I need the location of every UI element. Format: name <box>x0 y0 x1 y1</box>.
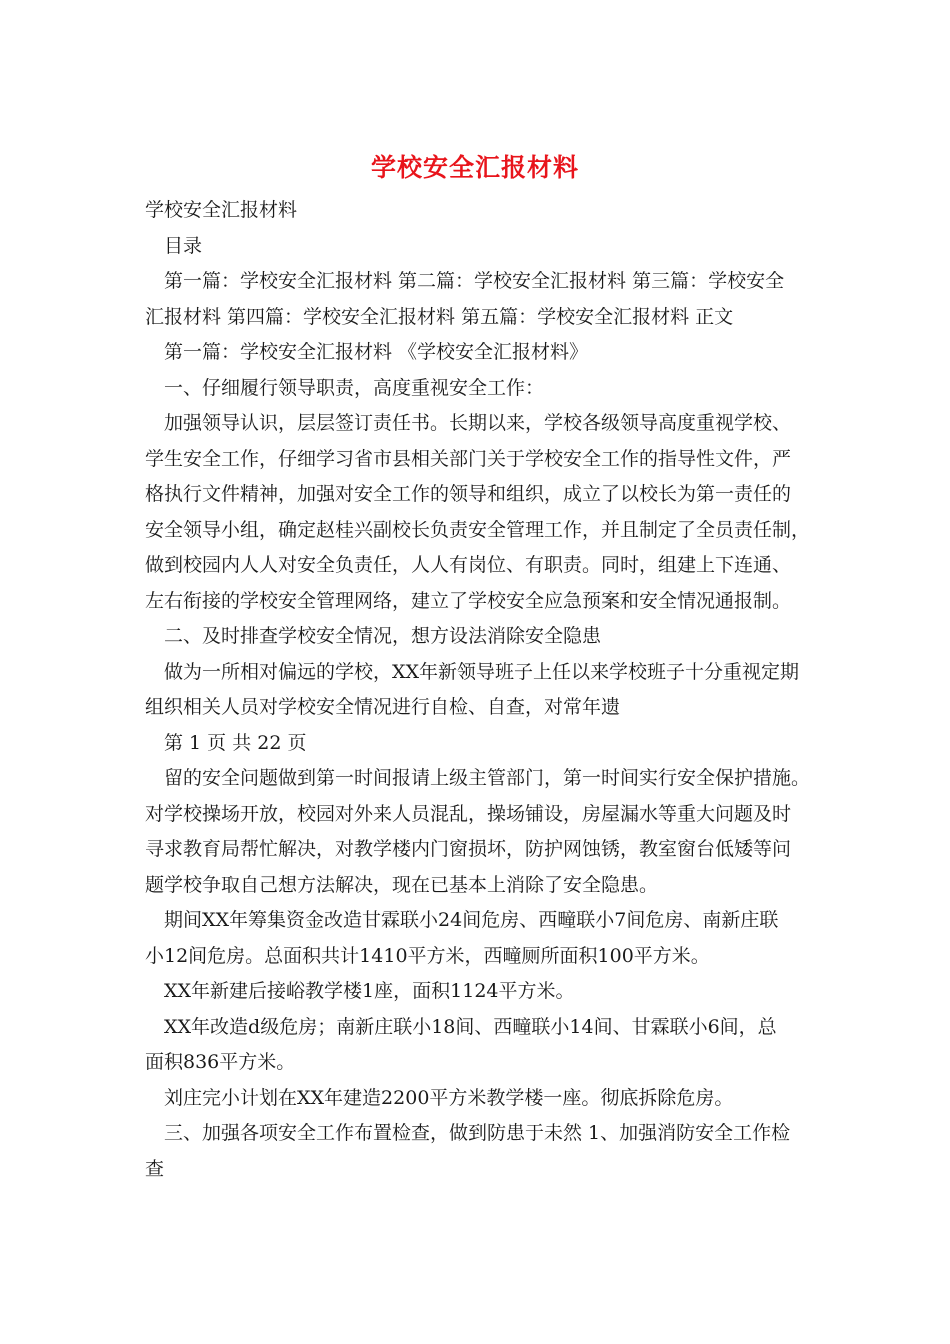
text-line: 目录 <box>164 234 203 257</box>
text-line: 三、加强各项安全工作布置检查，做到防患于未然 1、加强消防安全工作检 <box>164 1122 791 1144</box>
text-line: 做为一所相对偏远的学校，XX年新领导班子上任以来学校班子十分重视定期 <box>164 660 800 683</box>
text-line: 刘庄完小计划在XX年建造2200平方米教学楼一座。彻底拆除危房。 <box>164 1086 734 1109</box>
text-line: 格执行文件精神，加强对安全工作的领导和组织，成立了以校长为第一责任的 <box>145 483 792 505</box>
text-line: 安全领导小组，确定赵桂兴副校长负责安全管理工作，并且制定了全员责任制， <box>145 518 811 541</box>
text-line: XX年新建后接峪教学楼1座，面积1124平方米。 <box>164 980 575 1002</box>
text-line: 对学校操场开放，校园对外来人员混乱，操场铺设，房屋漏水等重大问题及时 <box>145 802 792 825</box>
text-line: 寻求教育局帮忙解决，对教学楼内门窗损坏，防护网蚀锈，教室窗台低矮等问 <box>145 838 792 860</box>
text-line: 左右衔接的学校安全管理网络，建立了学校安全应急预案和安全情况通报制。 <box>145 589 792 612</box>
text-line: 汇报材料 第四篇：学校安全汇报材料 第五篇：学校安全汇报材料 正文 <box>145 305 734 328</box>
document-body <box>145 193 815 1187</box>
text-line: 期间XX年筹集资金改造甘霖联小24间危房、西疃联小7间危房、南新庄联 <box>164 909 779 931</box>
text-line: 留的安全问题做到第一时间报请上级主管部门，第一时间实行安全保护措施。 <box>164 767 811 789</box>
text-line: 面积836平方米。 <box>145 1051 296 1073</box>
text-line: 学校安全汇报材料 <box>145 199 298 221</box>
text-line: 组织相关人员对学校安全情况进行自检、自查，对常年遗 <box>145 696 621 718</box>
text-line: 第 1 页 共 22 页 <box>164 731 307 754</box>
text-line: 加强领导认识，层层签订责任书。长期以来，学校各级领导高度重视学校、 <box>164 412 792 434</box>
text-line: 二、及时排查学校安全情况，想方设法消除安全隐患 <box>164 625 602 647</box>
text-line: 第一篇：学校安全汇报材料 第二篇：学校安全汇报材料 第三篇：学校安全 <box>164 270 785 292</box>
document-title: 学校安全汇报材料 <box>370 153 579 182</box>
text-line: 学生安全工作，仔细学习省市县相关部门关于学校安全工作的指导性文件，严 <box>145 447 792 470</box>
text-line: 做到校园内人人对安全负责任，人人有岗位、有职责。同时，组建上下连通、 <box>145 554 792 576</box>
text-line: 第一篇：学校安全汇报材料 《学校安全汇报材料》 <box>164 341 589 363</box>
text-line: XX年改造d级危房；南新庄联小18间、西疃联小14间、甘霖联小6间，总 <box>164 1015 777 1038</box>
text-line: 小12间危房。总面积共计1410平方米，西疃厕所面积100平方米。 <box>145 944 710 967</box>
text-line: 查 <box>145 1157 165 1180</box>
text-line: 题学校争取自己想方法解决，现在已基本上消除了安全隐患。 <box>145 873 659 896</box>
text-line: 一、仔细履行领导职责，高度重视安全工作： <box>164 376 545 399</box>
